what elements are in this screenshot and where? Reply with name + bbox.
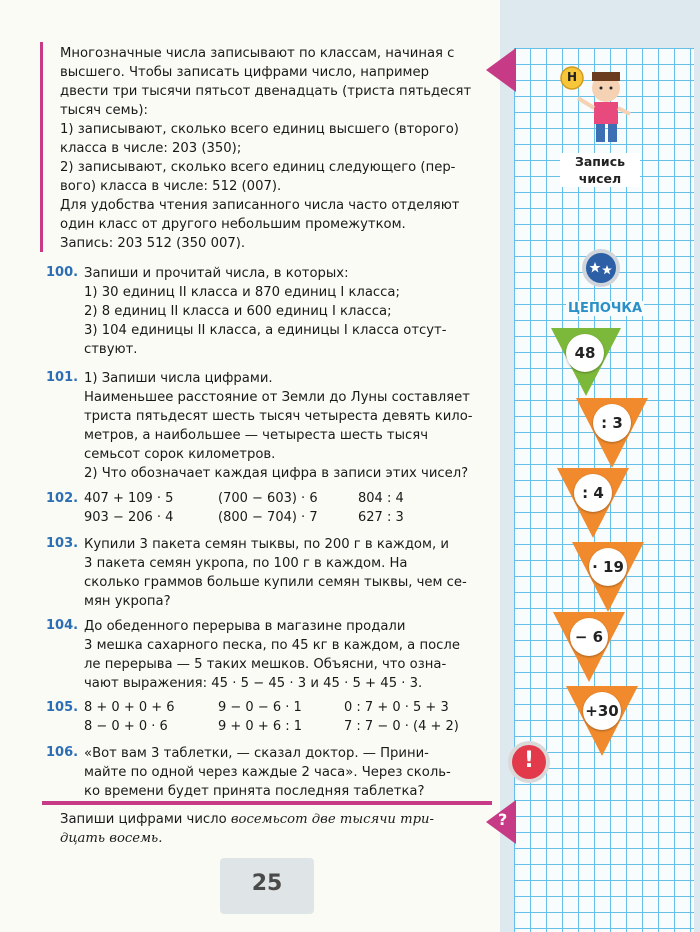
exercise-line: 1) Запиши числа цифрами.	[84, 371, 273, 386]
chain-value: · 19	[589, 548, 627, 586]
expression: (700 − 603) · 6	[218, 491, 318, 506]
chain-value: − 6	[570, 618, 608, 656]
expression: 627 : 3	[358, 510, 404, 525]
exercise-line: 3 мешка сахарного песка, по 45 кг в каждом, а после	[84, 638, 460, 653]
exercise-number: 103.	[46, 536, 79, 551]
chain-value: 48	[566, 334, 604, 372]
hint-italic: дцать восемь.	[60, 831, 163, 847]
exercise-line: ствуют.	[84, 342, 138, 357]
rule-line: Для удобства чтения записанного числа часто отделяют	[60, 198, 460, 213]
exercise-number: 101.	[46, 370, 79, 385]
hint-text	[60, 810, 460, 848]
chain-value: : 4	[574, 474, 612, 512]
hint-italic: восемьсот две тысячи три-	[230, 812, 434, 827]
rule-line: 2) записывают, сколько всего единиц следующего (пер-	[60, 160, 456, 175]
expression: 407 + 109 · 5	[84, 491, 174, 506]
chain-label: ЦЕПОЧКА	[568, 301, 643, 316]
page-number-box	[220, 858, 314, 914]
rule-line: высшего. Чтобы записать цифрами число, например	[60, 65, 429, 80]
exercise-line: 3) 104 единицы II класса, а единицы I класса отсут-	[84, 323, 447, 338]
exercise-line: Наименьшее расстояние от Земли до Луны составляет	[84, 390, 470, 405]
expression: (800 − 704) · 7	[218, 510, 318, 525]
rule-arrow-icon	[486, 48, 516, 92]
rule-line: 1) записывают, сколько всего единиц высшего (второго)	[60, 122, 459, 137]
badge-letter: Н	[566, 70, 578, 84]
expression: 903 − 206 · 4	[84, 510, 174, 525]
chain-value: +30	[583, 692, 621, 730]
exercise-line: Запиши и прочитай числа, в которых:	[84, 266, 349, 281]
exercise-number: 100.	[46, 265, 79, 280]
rule-line: Многозначные числа записывают по классам, начиная с	[60, 46, 455, 61]
exercise-line: чают выражения: 45 · 5 − 45 · 3 и 45 · 5 + 45 · 3.	[84, 676, 423, 691]
hint-divider	[42, 801, 492, 805]
rule-accent-bar	[40, 42, 43, 252]
exercise-number: 105.	[46, 700, 79, 715]
exclamation-mark: !	[523, 748, 535, 773]
exercise-line: ко времени будет принята последняя таблетка?	[84, 784, 425, 799]
section-title	[560, 153, 640, 187]
rule-line: вого) класса в числе: 512 (007).	[60, 179, 282, 194]
exercise-line: сколько граммов больше купили семян тыквы, чем се-	[84, 575, 467, 590]
exercise-line: майте по одной через каждые 2 часа». Через сколь-	[84, 765, 451, 780]
exercise-line: семьсот сорок километров.	[84, 447, 276, 462]
rule-line: двести три тысячи пятьсот двенадцать (триста пятьдесят	[60, 84, 472, 99]
section-title-line: чисел	[578, 171, 622, 186]
section-title-line: Запись	[574, 154, 626, 169]
expression: 8 − 0 + 0 · 6	[84, 719, 168, 734]
hint-prefix: Запиши цифрами число	[60, 812, 231, 827]
exercise-line: 2) 8 единиц II класса и 600 единиц I класса;	[84, 304, 392, 319]
expression: 9 + 0 + 6 : 1	[218, 719, 303, 734]
exercise-line: мян укропа?	[84, 594, 171, 609]
exercise-line: ле перерыва — 5 таких мешков. Объясни, что озна-	[84, 657, 447, 672]
expression: 804 : 4	[358, 491, 404, 506]
question-icon: ?	[498, 810, 508, 829]
exercise-line: 1) 30 единиц II класса и 870 единиц I класса;	[84, 285, 400, 300]
exercise-line: «Вот вам 3 таблетки, — сказал доктор. — Прини-	[84, 746, 429, 761]
exercise-line: До обеденного перерыва в магазине продали	[84, 619, 406, 634]
expression: 9 − 0 − 6 · 1	[218, 700, 302, 715]
stars-badge-icon	[581, 248, 621, 288]
exercise-line: метров, а наибольшее — четыреста шесть тысяч	[84, 428, 428, 443]
exercise-line: 2) Что обозначает каждая цифра в записи этих чисел?	[84, 466, 469, 481]
exercise-line: триста пятьдесят шесть тысяч четыреста девять кило-	[84, 409, 473, 424]
rule-line: один класс от другого небольшим промежутком.	[60, 217, 406, 232]
exercise-line: 3 пакета семян укропа, по 100 г в каждом. На	[84, 556, 408, 571]
exercise-line: Купили 3 пакета семян тыквы, по 200 г в каждом, и	[84, 537, 449, 552]
expression: 7 : 7 − 0 · (4 + 2)	[344, 719, 459, 734]
expression: 0 : 7 + 0 · 5 + 3	[344, 700, 449, 715]
exercise-number: 104.	[46, 618, 79, 633]
rule-line: тысяч семь):	[60, 103, 148, 118]
exercise-number: 102.	[46, 491, 79, 506]
page-number: 25	[251, 871, 283, 896]
expression: 8 + 0 + 0 + 6	[84, 700, 175, 715]
rule-line: Запись: 203 512 (350 007).	[60, 236, 246, 251]
chain-value: : 3	[593, 404, 631, 442]
exercise-number: 106.	[46, 745, 79, 760]
rule-line: класса в числе: 203 (350);	[60, 141, 242, 156]
